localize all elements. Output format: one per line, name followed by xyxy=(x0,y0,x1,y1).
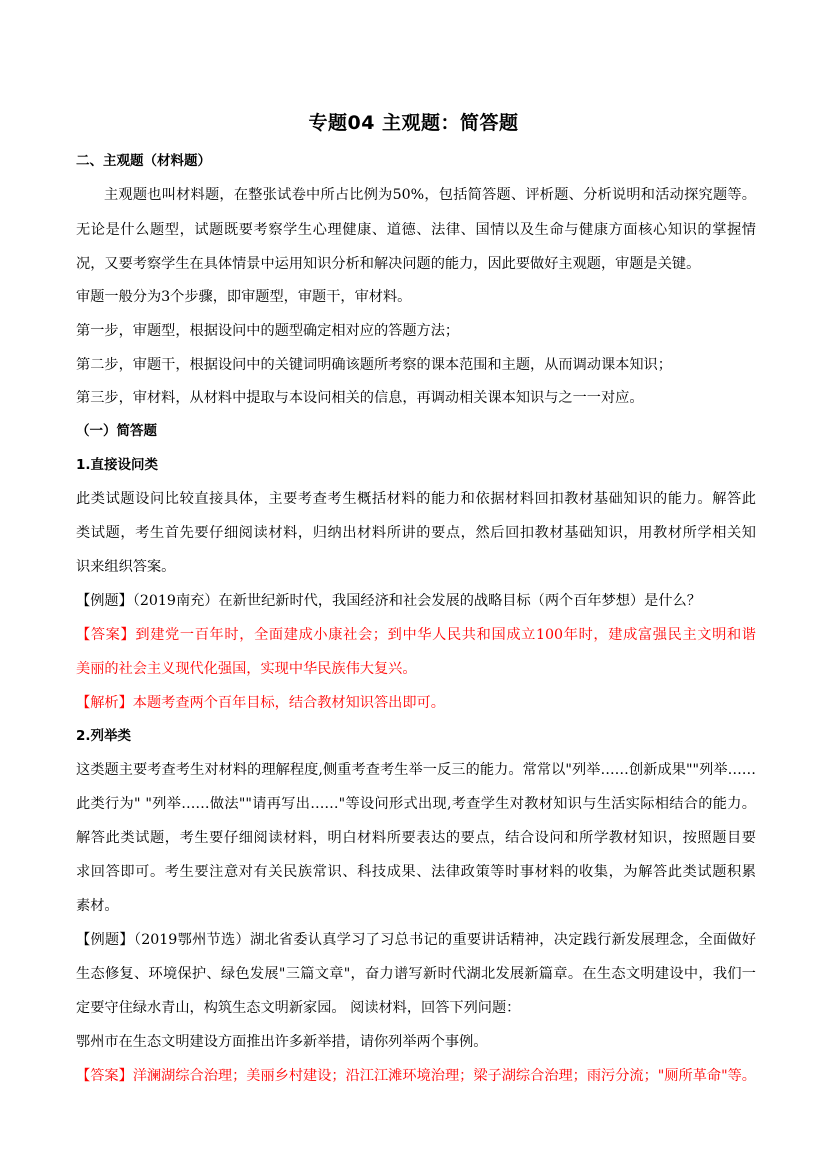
type1-answer-line-1: 【答案】到建党一百年时，全面建成小康社会；到中华人民共和国成立100年时，建成富强民主文明和谐 xyxy=(76,627,756,643)
type1-analysis: 【解析】本题考查两个百年目标，结合教材知识答出即可。 xyxy=(76,695,445,711)
steps-intro: 审题一般分为3个步骤，即审题型，审题干，审材料。 xyxy=(76,289,412,305)
intro-line-2: 无论是什么题型，试题既要考察学生心理健康、道德、法律、国情以及生命与健康方面核心知识的掌握情 xyxy=(76,222,756,238)
type2-heading: 2.列举类 xyxy=(76,728,132,744)
type1-desc-line-2: 类试题，考生首先要仔细阅读材料，归纳出材料所讲的要点，然后回扣教材基础知识，用教材所学相关知 xyxy=(76,525,756,541)
type1-answer-line-2: 美丽的社会主义现代化强国，实现中华民族伟大复兴。 xyxy=(76,661,417,677)
type2-example-line-3: 定要守住绿水青山，构筑生态文明新家园。 阅读材料，回答下列问题： xyxy=(76,1000,521,1016)
step-2: 第二步，审题干，根据设问中的关键词明确该题所考察的课本范围和主题，从而调动课本知识； xyxy=(76,357,672,373)
type1-example: 【例题】（2019南充）在新世纪新时代，我国经济和社会发展的战略目标（两个百年梦想）是什么？ xyxy=(76,593,701,609)
page-title: 专题04 主观题：简答题 xyxy=(308,112,519,134)
type1-desc-line-1: 此类试题设问比较直接具体，主要考查考生概括材料的能力和依据材料回扣教材基础知识的能力。解答此 xyxy=(76,491,756,507)
type2-desc-line-3: 解答此类试题，考生要仔细阅读材料，明白材料所要表达的要点，结合设问和所学教材知识，按照题目要 xyxy=(76,830,756,846)
type2-desc-line-5: 素材。 xyxy=(76,898,119,914)
intro-line-1: 主观题也叫材料题，在整张试卷中所占比例为50%，包括简答题、评析题、分析说明和活动探究题等。 xyxy=(104,187,756,203)
section-heading: 二、主观题（材料题） xyxy=(76,153,211,169)
intro-line-3: 况，又要考察学生在具体情景中运用知识分析和解决问题的能力，因此要做好主观题，审题是关键。 xyxy=(76,256,701,272)
step-1: 第一步，审题型，根据设问中的题型确定相对应的答题方法； xyxy=(76,323,460,339)
step-3: 第三步，审材料，从材料中提取与本设问相关的信息，再调动相关课本知识与之一一对应。 xyxy=(76,390,644,406)
type1-heading: 1.直接设问类 xyxy=(76,457,159,473)
type2-example-line-1: 【例题】（2019鄂州节选）湖北省委认真学习了习总书记的重要讲话精神，决定践行新发展理念，全面做好 xyxy=(76,932,756,948)
type2-example-line-4: 鄂州市在生态文明建设方面推出许多新举措，请你列举两个事例。 xyxy=(76,1034,488,1050)
type2-desc-line-4: 求回答即可。考生要注意对有关民族常识、科技成果、法律政策等时事材料的收集，为解答此类试题积累 xyxy=(76,864,756,880)
type2-answer: 【答案】洋澜湖综合治理；美丽乡村建设；沿江江滩环境治理；梁子湖综合治理；雨污分流；"厕所革命"等。 xyxy=(76,1068,756,1084)
type2-example-line-2: 生态修复、环境保护、绿色发展"三篇文章"，奋力谱写新时代湖北发展新篇章。在生态文明建设中，我们一 xyxy=(76,966,756,982)
type2-desc-line-1: 这类题主要考查考生对材料的理解程度,侧重考查考生举一反三的能力。常常以"列举……创新成果""列举…… xyxy=(76,762,756,778)
type2-desc-line-2: 此类行为" "列举……做法""请再写出……"等设问形式出现,考查学生对教材知识与生活实际相结合的能力。 xyxy=(76,796,756,812)
type1-desc-line-3: 识来组织答案。 xyxy=(76,559,176,575)
subsection-heading: （一）简答题 xyxy=(76,423,157,439)
